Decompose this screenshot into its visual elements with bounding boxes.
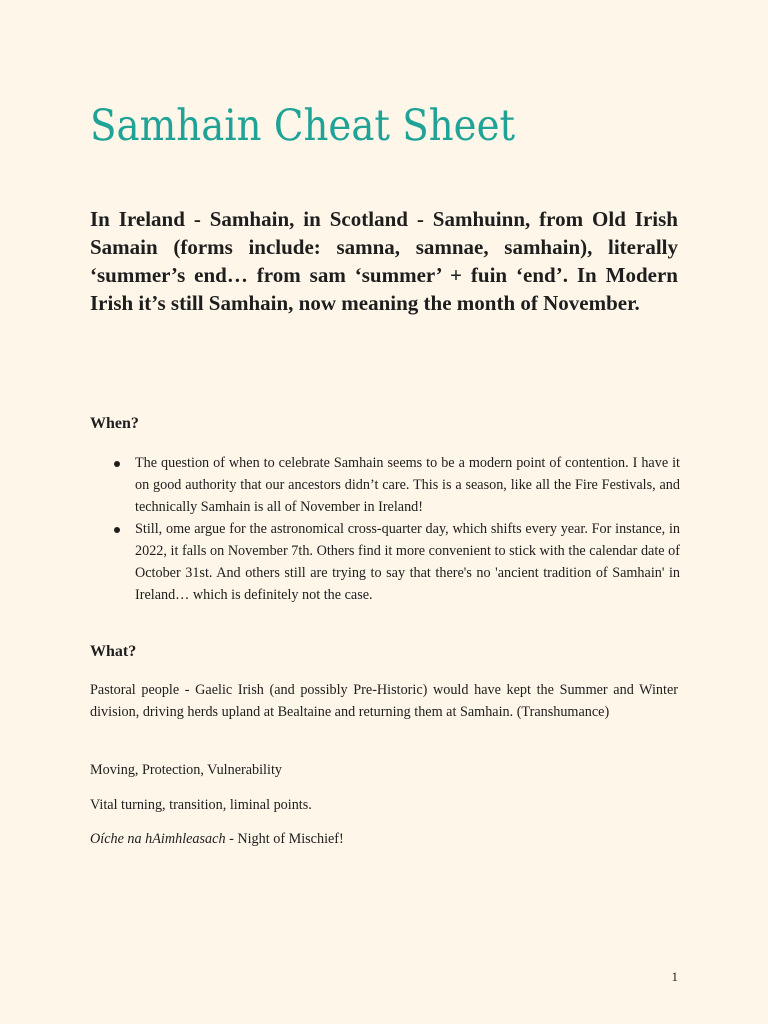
turning-paragraph: Vital turning, transition, liminal points. [90, 797, 312, 813]
intro-paragraph: In Ireland - Samhain, in Scotland - Samhuinn, from Old Irish Samain (forms include: samna, samnae, samhain), literally ‘summer’s end… from sam ‘summer’ + fuin ‘end’. In Modern Irish it’s still Samhain, now meaning the month of November. [90, 207, 678, 315]
list-item [90, 452, 680, 518]
when-bullet-list [90, 452, 680, 606]
when-heading: When? [90, 415, 139, 432]
mischief-translation: - Night of Mischief! [225, 831, 344, 847]
what-heading: What? [90, 643, 137, 660]
moving-paragraph: Moving, Protection, Vulnerability [90, 762, 282, 778]
page-title: Samhain Cheat Sheet [90, 101, 516, 151]
page-number: 1 [671, 969, 678, 984]
irish-phrase: Oíche na hAimhleasach [90, 831, 226, 847]
list-item [90, 518, 680, 606]
pastoral-paragraph: Pastoral people - Gaelic Irish (and possibly Pre-Historic) would have kept the Summer and Winter division, driving herds upland at Bealtaine and returning them at Samhain. (Transhumance) [90, 682, 678, 720]
mischief-paragraph [90, 828, 678, 850]
bullet-text: Still, ome argue for the astronomical cross-quarter day, which shifts every year. For instance, in 2022, it falls on November 7th. Others find it more convenient to stick with the calendar date of October 31st. And others still are trying to say that there's no 'ancient tradition of Samhain' in Ireland… which is definitely not the case. [135, 521, 680, 603]
bullet-icon [114, 527, 120, 533]
bullet-icon [114, 461, 120, 467]
bullet-text: The question of when to celebrate Samhain seems to be a modern point of contention. I have it on good authority that our ancestors didn’t care. This is a season, like all the Fire Festivals, and technically Samhain is all of November in Ireland! [135, 455, 680, 515]
